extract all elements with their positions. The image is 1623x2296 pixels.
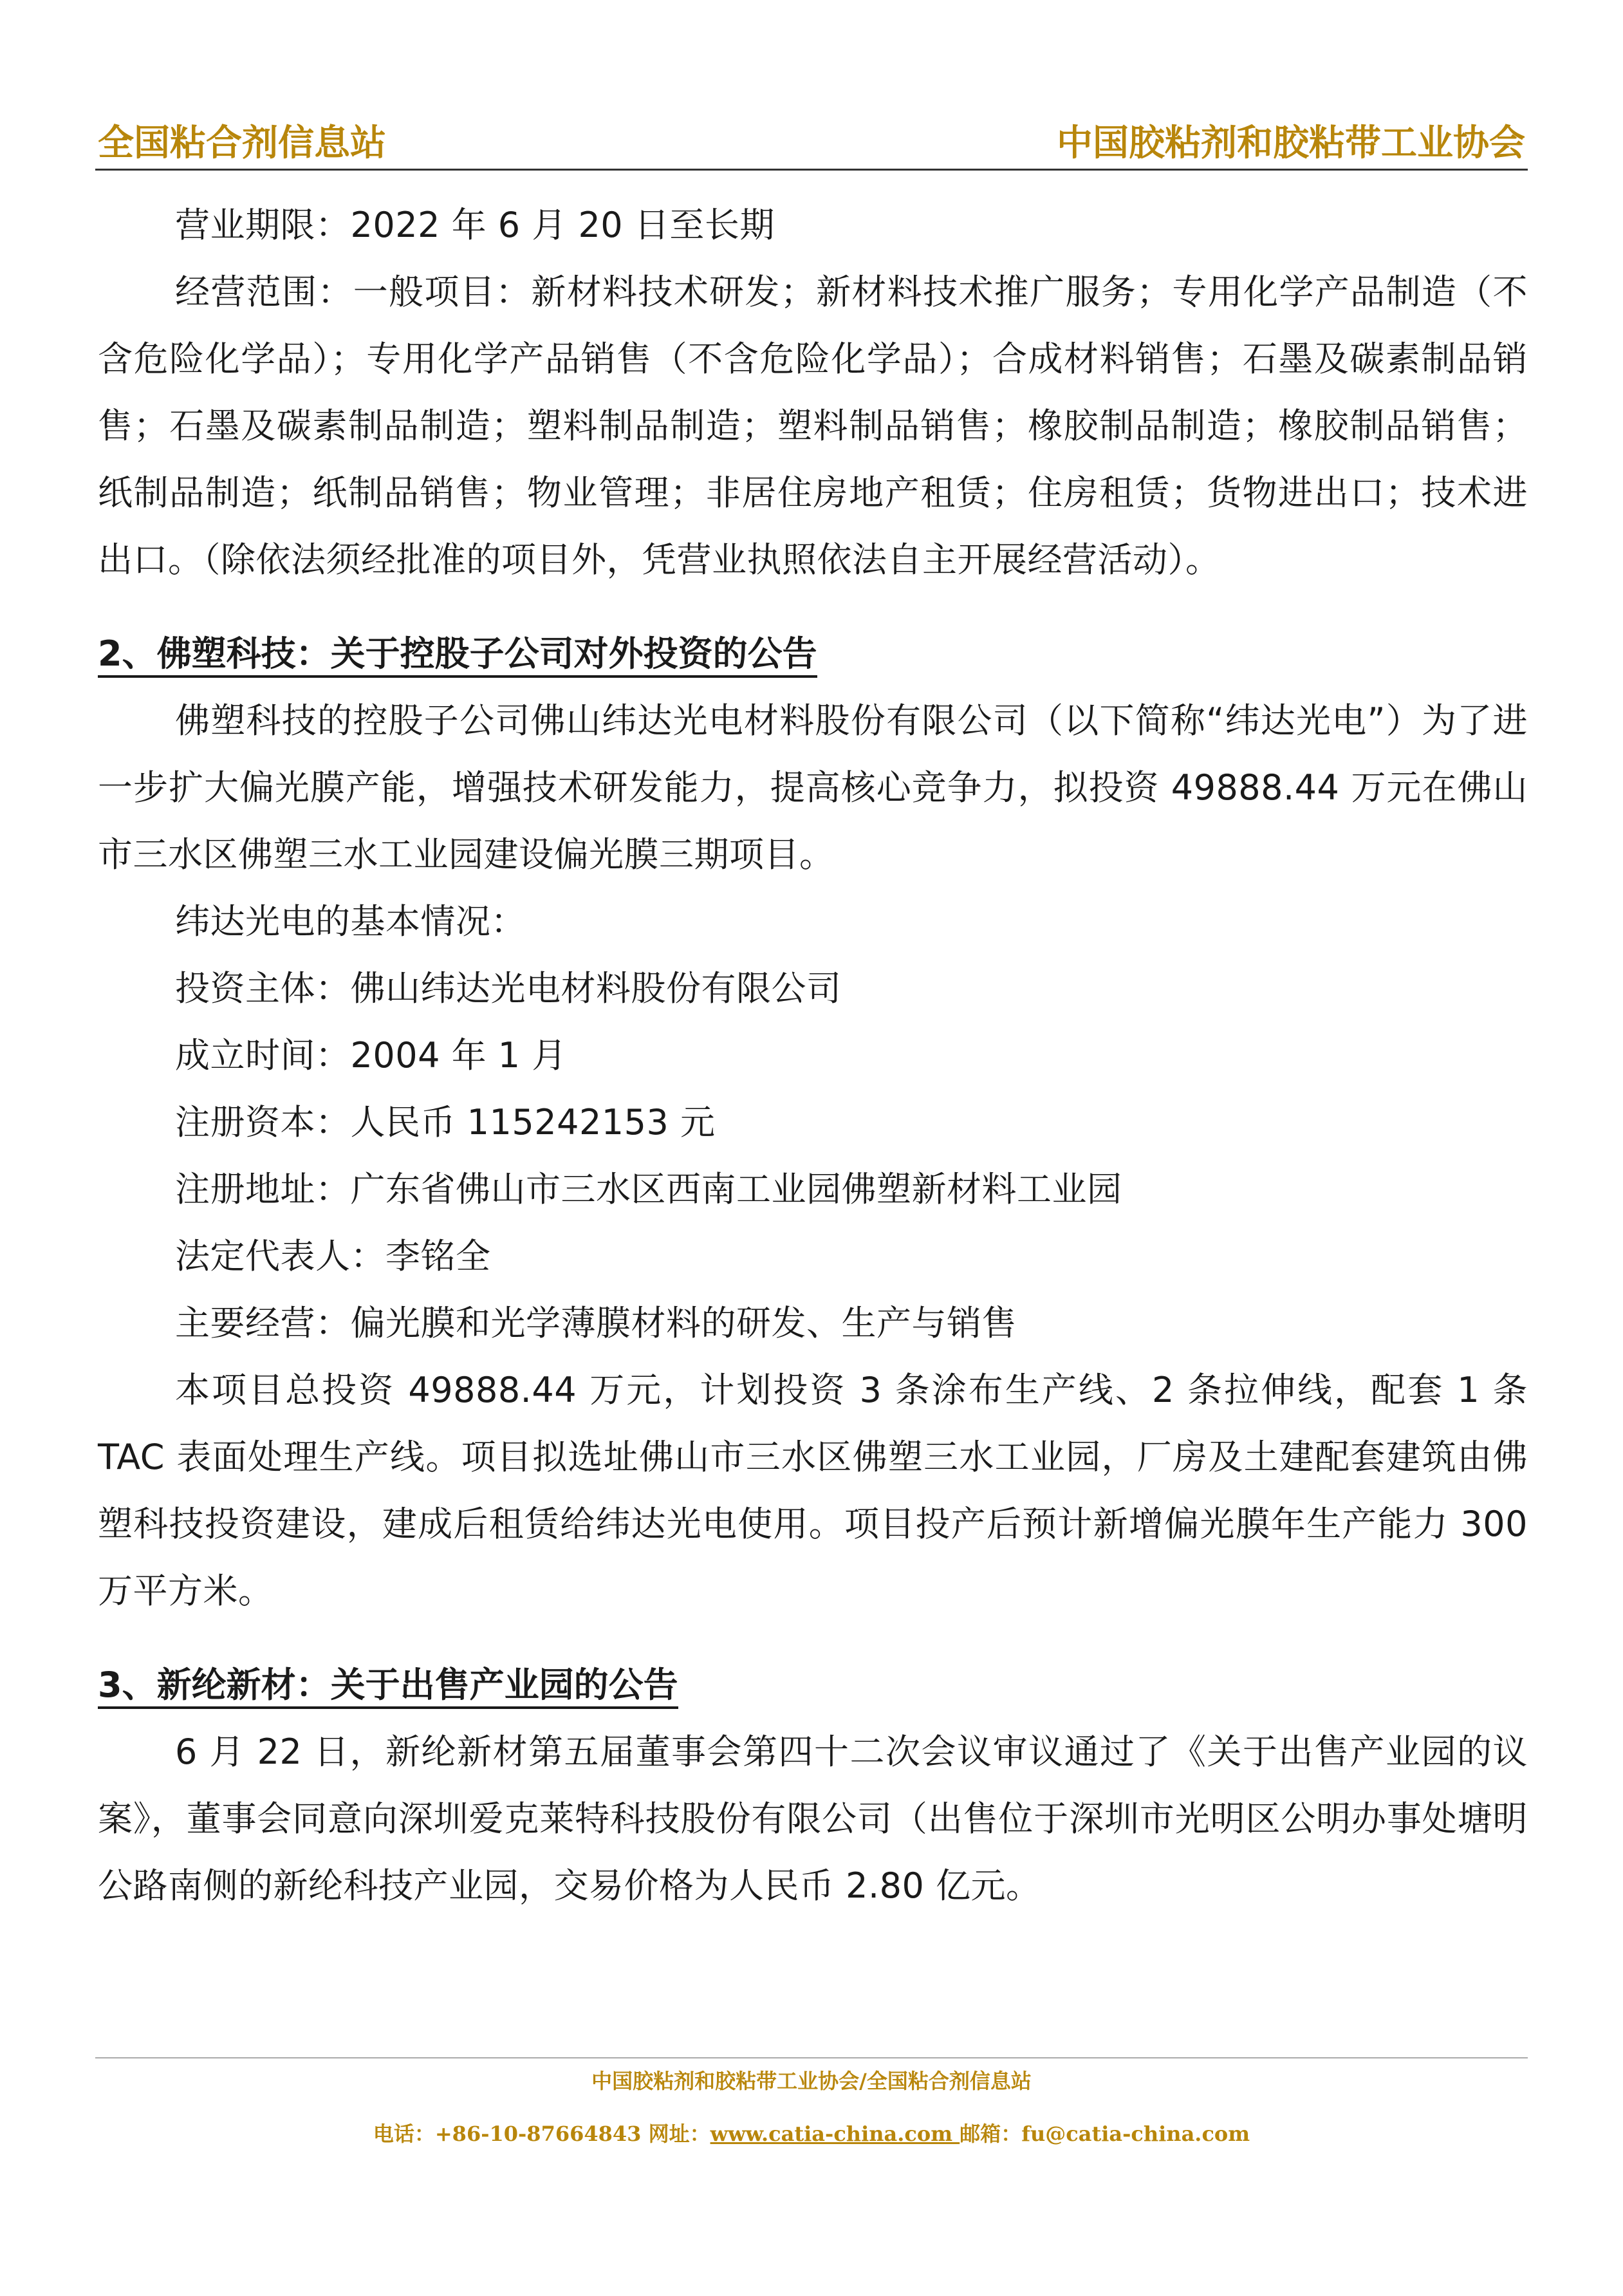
footer-contact-line — [0, 2118, 1623, 2147]
header-right-title: 中国胶粘剂和胶粘带工业协会 — [1057, 122, 1525, 164]
footer-email: 邮箱：fu@catia-china.com — [960, 2122, 1250, 2146]
paragraph: 法定代表人：李铭全 — [175, 1236, 491, 1276]
section-heading-3: 3、新纶新材：关于出售产业园的公告 — [98, 1652, 1528, 1719]
paragraph: 主要经营：偏光膜和光学薄膜材料的研发、生产与销售 — [175, 1303, 1017, 1343]
document-body — [98, 192, 1528, 1919]
header-left-title: 全国粘合剂信息站 — [98, 122, 386, 164]
paragraph: 6 月 22 日，新纶新材第五届董事会第四十二次会议审议通过了《关于出售产业园的议案》，董事会同意向深圳爱克莱特科技股份有限公司（出售位于深圳市光明区公明办事处塘明公路南侧的新纶科技产业园，交易价格为人民币 2.80 亿元。 — [98, 1731, 1528, 1906]
paragraph-business-scope: 经营范围：一般项目：新材料技术研发；新材料技术推广服务；专用化学产品制造（不含危险化学品）；专用化学产品销售（不含危险化学品）；合成材料销售；石墨及碳素制品销售；石墨及碳素制品制造；塑料制品制造；塑料制品销售；橡胶制品制造；橡胶制品销售；纸制品制造；纸制品销售；物业管理；非居住房地产租赁；住房租赁；货物进出口；技术进出口。（除依法须经批准的项目外，凭营业执照依法自主开展经营活动）。 — [98, 272, 1528, 580]
paragraph: 投资主体：佛山纬达光电材料股份有限公司 — [175, 968, 842, 1009]
paragraph: 纬达光电的基本情况： — [175, 901, 526, 942]
paragraph: 佛塑科技的控股子公司佛山纬达光电材料股份有限公司（以下简称“纬达光电”）为了进一步扩大偏光膜产能，增强技术研发能力，提高核心竞争力，拟投资 49888.44 万元在佛山市三水区佛塑三水工业园建设偏光膜三期项目。 — [98, 700, 1528, 875]
footer-phone: 电话：+86-10-87664843 网址： — [373, 2122, 710, 2146]
footer-divider — [95, 2057, 1528, 2058]
paragraph: 注册地址：广东省佛山市三水区西南工业园佛塑新材料工业园 — [175, 1169, 1122, 1209]
section-heading-2: 2、佛塑科技：关于控股子公司对外投资的公告 — [98, 621, 1528, 687]
footer-org-line: 中国胶粘剂和胶粘带工业协会/全国粘合剂信息站 — [591, 2069, 1032, 2093]
paragraph: 本项目总投资 49888.44 万元，计划投资 3 条涂布生产线、2 条拉伸线，配套 1 条 TAC 表面处理生产线。项目拟选址佛山市三水区佛塑三水工业园，厂房及土建配套建筑由佛塑科技投资建设，建成后租赁给纬达光电使用。项目投产后预计新增偏光膜年生产能力 300 万平方米。 — [98, 1370, 1528, 1611]
footer-website-link[interactable]: www.catia-china.com — [710, 2122, 960, 2146]
paragraph-business-term: 营业期限：2022 年 6 月 20 日至长期 — [175, 205, 775, 245]
header-divider — [95, 169, 1528, 171]
paragraph: 成立时间：2004 年 1 月 — [175, 1035, 567, 1076]
paragraph: 注册资本：人民币 115242153 元 — [175, 1102, 716, 1143]
